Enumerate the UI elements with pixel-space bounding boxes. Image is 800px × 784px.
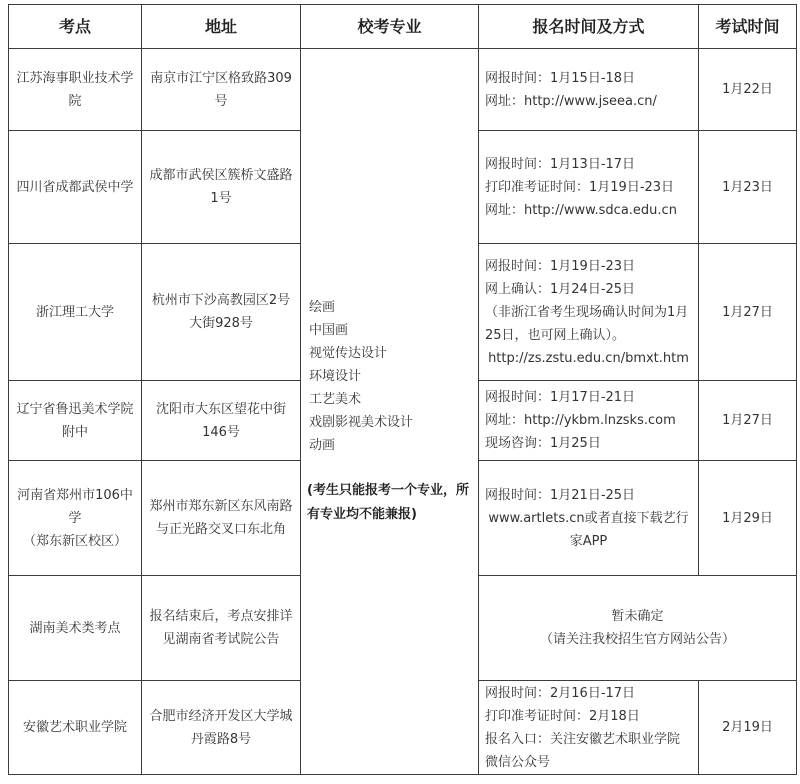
exam-date-cell: 1月22日 <box>699 49 797 131</box>
table-header-row <box>9 5 797 49</box>
major-item: 绘画 <box>309 300 336 315</box>
exam-date-cell: 1月27日 <box>699 381 797 461</box>
header-registration: 报名时间及方式 <box>479 5 699 49</box>
pending-note: （请关注我校招生官方网站公告） <box>539 632 735 647</box>
registration-line: 网报时间：1月13日-17日 <box>485 156 636 172</box>
registration-link[interactable]: 网址：http://www.jseea.cn/ <box>485 93 657 109</box>
majors-cell <box>301 49 479 775</box>
major-item: 动画 <box>309 438 336 453</box>
exam-date-cell: 1月27日 <box>699 244 797 381</box>
registration-link[interactable]: 网址：http://ykbm.lnzsks.com <box>485 413 676 428</box>
registration-cell <box>479 461 699 576</box>
major-item: 工艺美术 <box>309 392 362 407</box>
registration-cell <box>479 131 699 244</box>
major-item: 戏剧影视美术设计 <box>309 415 414 430</box>
registration-line: 现场咨询：1月25日 <box>485 436 601 451</box>
site-campus: （郑东新区校区） <box>22 533 127 549</box>
address-cell: 杭州市下沙高教园区2号大街928号 <box>142 244 301 381</box>
major-item: 中国画 <box>309 323 349 338</box>
exam-date-cell: 1月29日 <box>699 461 797 576</box>
site-cell: 安徽艺术职业学院 <box>9 681 142 775</box>
site-name: 河南省郑州市106中学 <box>17 487 133 526</box>
registration-line: 报名入口：关注安徽艺术职业学院微信公众号 <box>485 731 681 770</box>
registration-link[interactable]: www.artlets.cn或者直接下载艺行家APP <box>488 510 689 549</box>
major-item: 环境设计 <box>309 369 362 384</box>
site-cell: 浙江理工大学 <box>9 244 142 381</box>
pending-status: 暂未确定 <box>611 609 664 624</box>
registration-line: 打印准考证时间：2月18日 <box>485 708 640 724</box>
header-exam-date: 考试时间 <box>699 5 797 49</box>
registration-line: 网报时间：1月15日-18日 <box>485 70 636 86</box>
registration-pending-cell <box>479 576 797 681</box>
registration-line: 网报时间：1月21日-25日 <box>485 487 636 503</box>
site-cell: 江苏海事职业技术学院 <box>9 49 142 131</box>
address-cell: 报名结束后，考点安排详见湖南省考试院公告 <box>142 576 301 681</box>
address-cell: 合肥市经济开发区大学城丹霞路8号 <box>142 681 301 775</box>
header-site: 考点 <box>9 5 142 49</box>
registration-cell <box>479 244 699 381</box>
site-cell <box>9 461 142 576</box>
address-cell: 南京市江宁区格致路309号 <box>142 49 301 131</box>
major-note: (考生只能报考一个专业，所有专业均不能兼报) <box>307 483 469 522</box>
registration-cell <box>479 49 699 131</box>
exam-date-cell: 1月23日 <box>699 131 797 244</box>
registration-line: 打印准考证时间：1月19日-23日 <box>485 179 675 195</box>
major-item: 视觉传达设计 <box>309 346 388 361</box>
major-list <box>307 296 472 457</box>
registration-cell <box>479 681 699 775</box>
exam-schedule-table <box>8 4 797 775</box>
address-cell: 沈阳市大东区望花中街146号 <box>142 381 301 461</box>
registration-line: 网上确认：1月24日-25日 <box>485 281 636 297</box>
site-cell: 四川省成都武侯中学 <box>9 131 142 244</box>
registration-line: 网报时间：1月17日-21日 <box>485 390 636 405</box>
address-cell: 郑州市郑东新区东风南路与正光路交叉口东北角 <box>142 461 301 576</box>
registration-line: 网报时间：2月16日-17日 <box>485 685 636 701</box>
header-majors: 校考专业 <box>301 5 479 49</box>
site-cell: 辽宁省鲁迅美术学院附中 <box>9 381 142 461</box>
header-address: 地址 <box>142 5 301 49</box>
exam-date-cell: 2月19日 <box>699 681 797 775</box>
registration-link[interactable]: http://zs.zstu.edu.cn/bmxt.htm <box>488 350 689 366</box>
registration-link[interactable]: 网址：http://www.sdca.edu.cn <box>485 202 677 218</box>
table-row <box>9 49 797 131</box>
registration-cell <box>479 381 699 461</box>
address-cell: 成都市武侯区簇桥文盛路1号 <box>142 131 301 244</box>
registration-note: （非浙江省考生现场确认时间为1月25日，也可网上确认）。 <box>485 304 689 343</box>
site-cell: 湖南美术类考点 <box>9 576 142 681</box>
registration-line: 网报时间：1月19日-23日 <box>485 258 636 274</box>
